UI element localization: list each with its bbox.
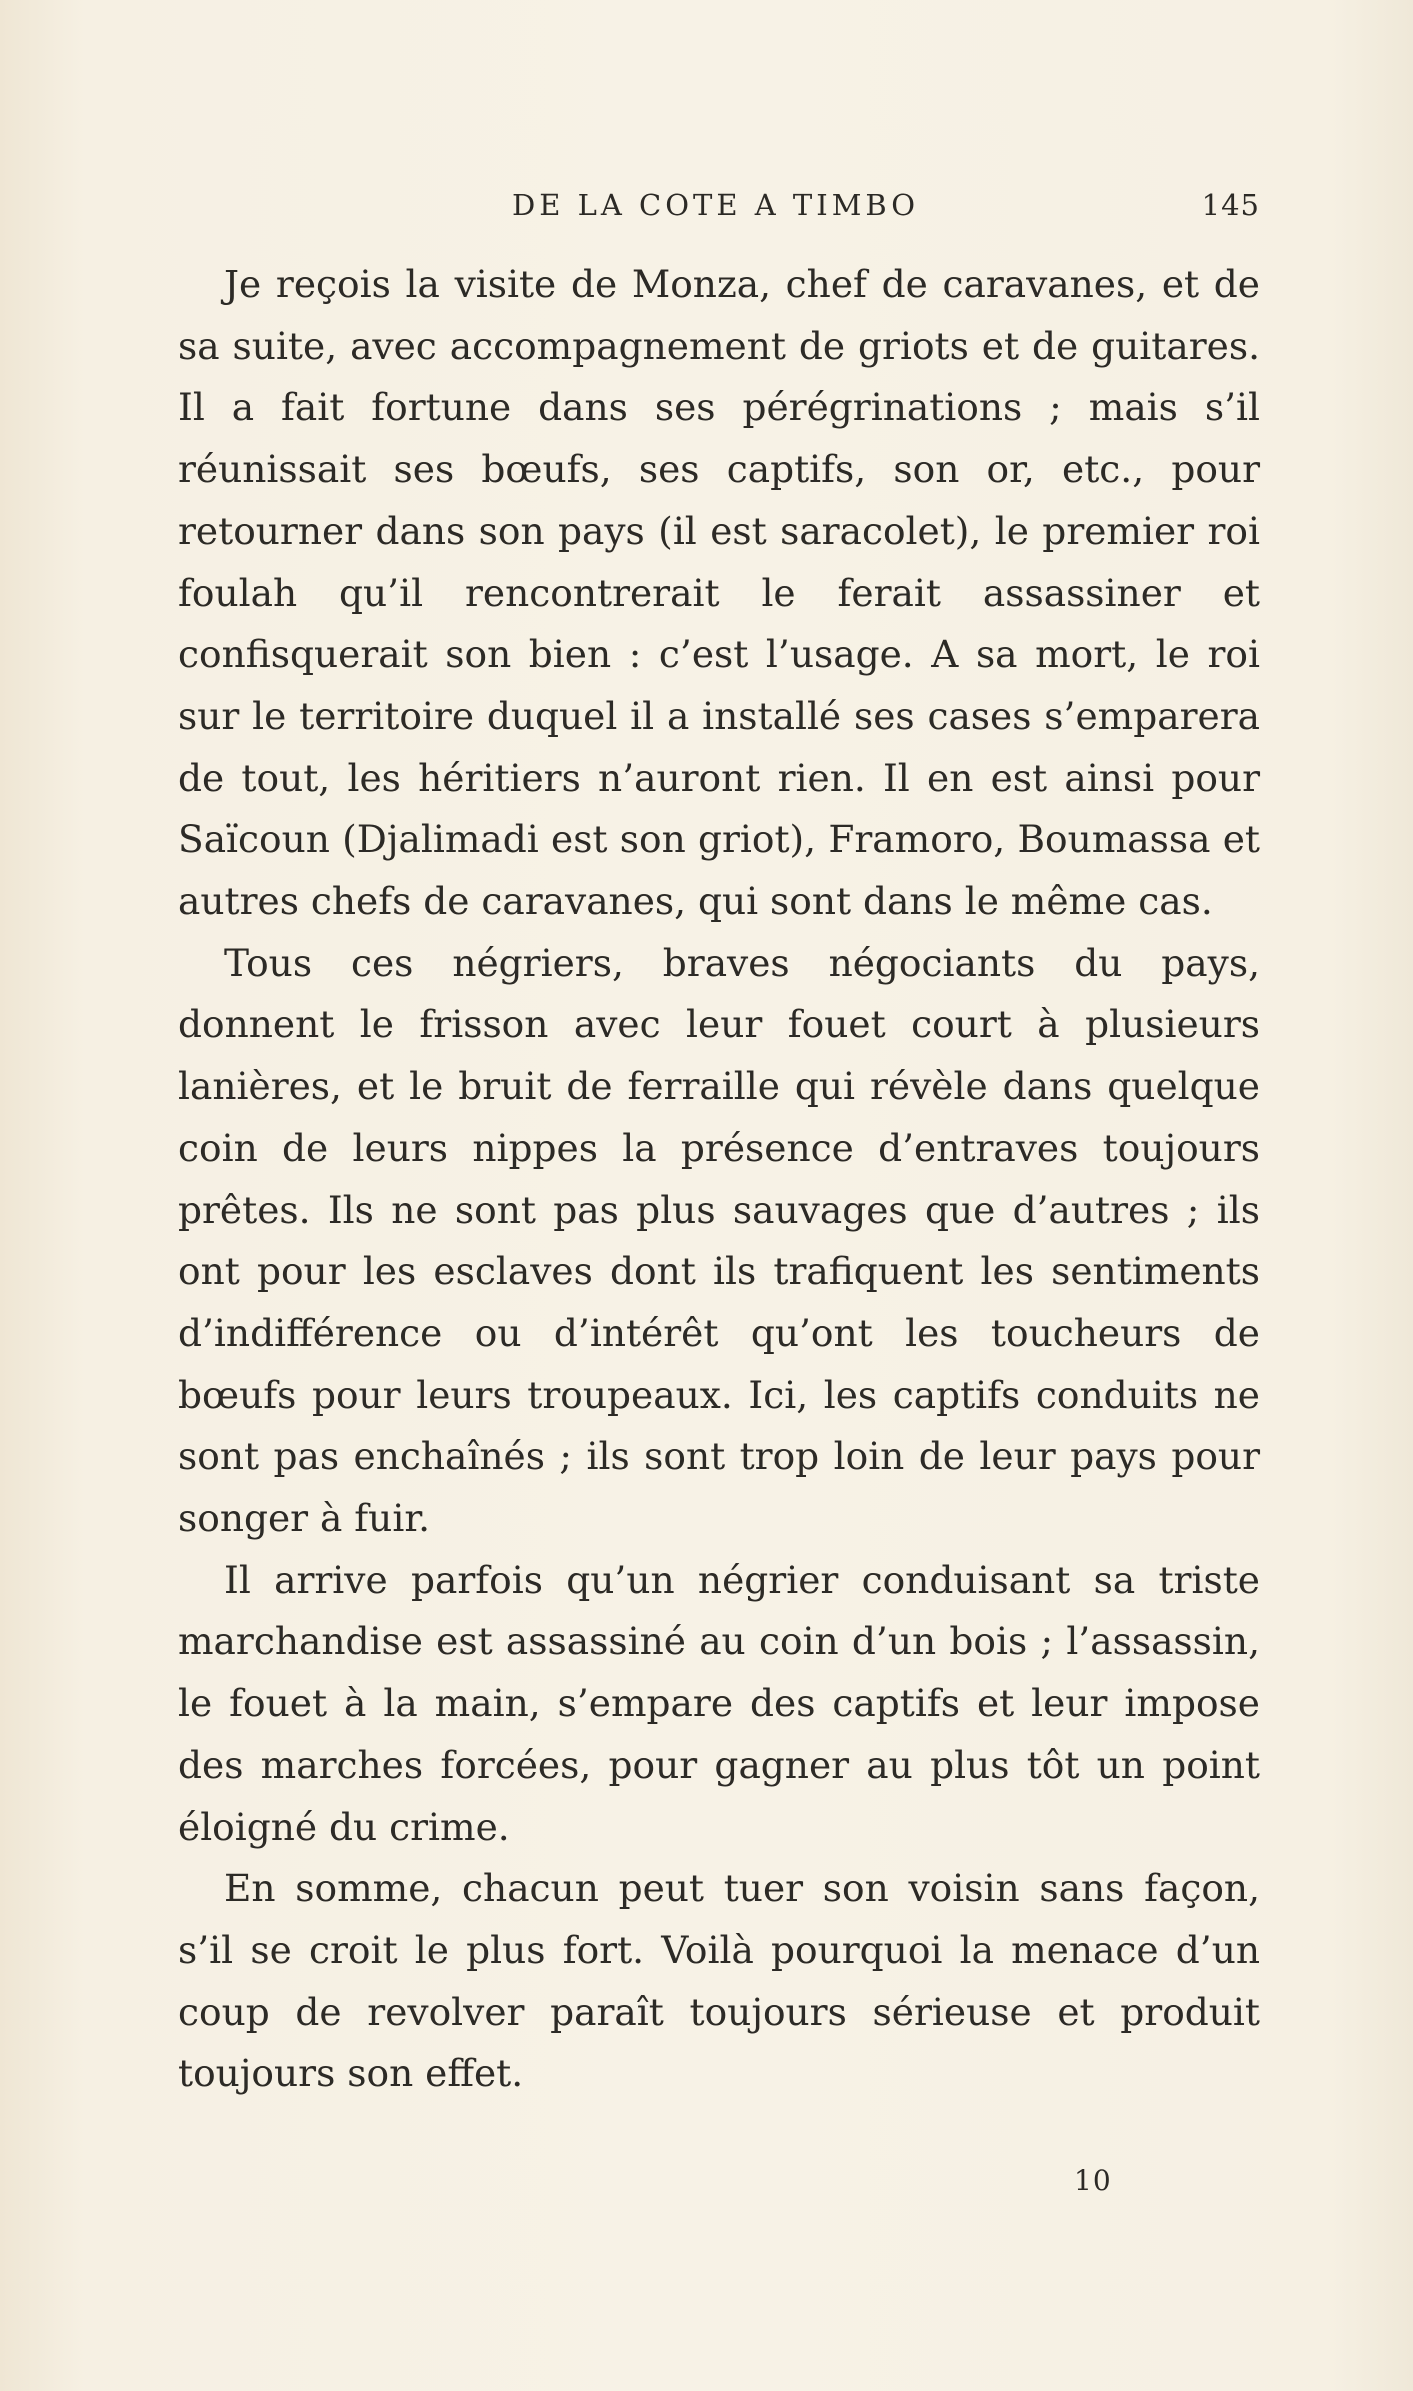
paragraph-2: Tous ces négriers, braves négociants du pays, donnent le frisson avec leur fouet court à plusieurs lanières, et le bruit de ferraille qui révèle dans quelque coin de leurs nippes la présence d’entraves toujours prêtes. Ils ne sont pas plus sauvages que d’autres ; ils ont pour les esclaves dont ils trafiquent les sentiments d’indifférence ou d’intérêt qu’ont les toucheurs de bœufs pour leurs troupeaux. Ici, les captifs conduits ne sont pas enchaînés ; ils sont trop loin de leur pays pour songer à fuir. xyxy=(178,940,1260,1541)
running-head xyxy=(170,188,1260,232)
paragraph-4: En somme, chacun peut tuer son voisin sans façon, s’il se croit le plus fort. Voilà pourquoi la menace d’un coup de revolver paraît toujours sérieuse et produit toujours son effet. xyxy=(178,1866,1260,2096)
paragraph-3: Il arrive parfois qu’un négrier conduisant sa triste marchandise est assassiné au coin d’un bois ; l’assassin, le fouet à la main, s’empare des captifs et leur impose des marches forcées, pour gagner au plus tôt un point éloigné du crime. xyxy=(178,1557,1260,1849)
page-number: 145 xyxy=(1201,188,1260,222)
running-title: DE LA COTE A TIMBO xyxy=(512,188,920,222)
signature-mark: 10 xyxy=(1074,2164,1112,2197)
paragraph-1: Je reçois la visite de Monza, chef de caravanes, et de sa suite, avec accompagnement de griots et de guitares. Il a fait fortune dans ses pérégrinations ; mais s’il réunissait ses bœufs, ses captifs, son or, etc., pour retourner dans son pays (il est saracolet), le premier roi foulah qu’il rencontrerait le ferait assassiner et confisquerait son bien : c’est l’usage. A sa mort, le roi sur le territoire duquel il a installé ses cases s’emparera de tout, les héritiers n’auront rien. Il en est ainsi pour Saïcoun (Djalimadi est son griot), Framoro, Boumassa et autres chefs de caravanes, qui sont dans le même cas. xyxy=(178,262,1260,924)
body-text xyxy=(178,254,1260,2105)
